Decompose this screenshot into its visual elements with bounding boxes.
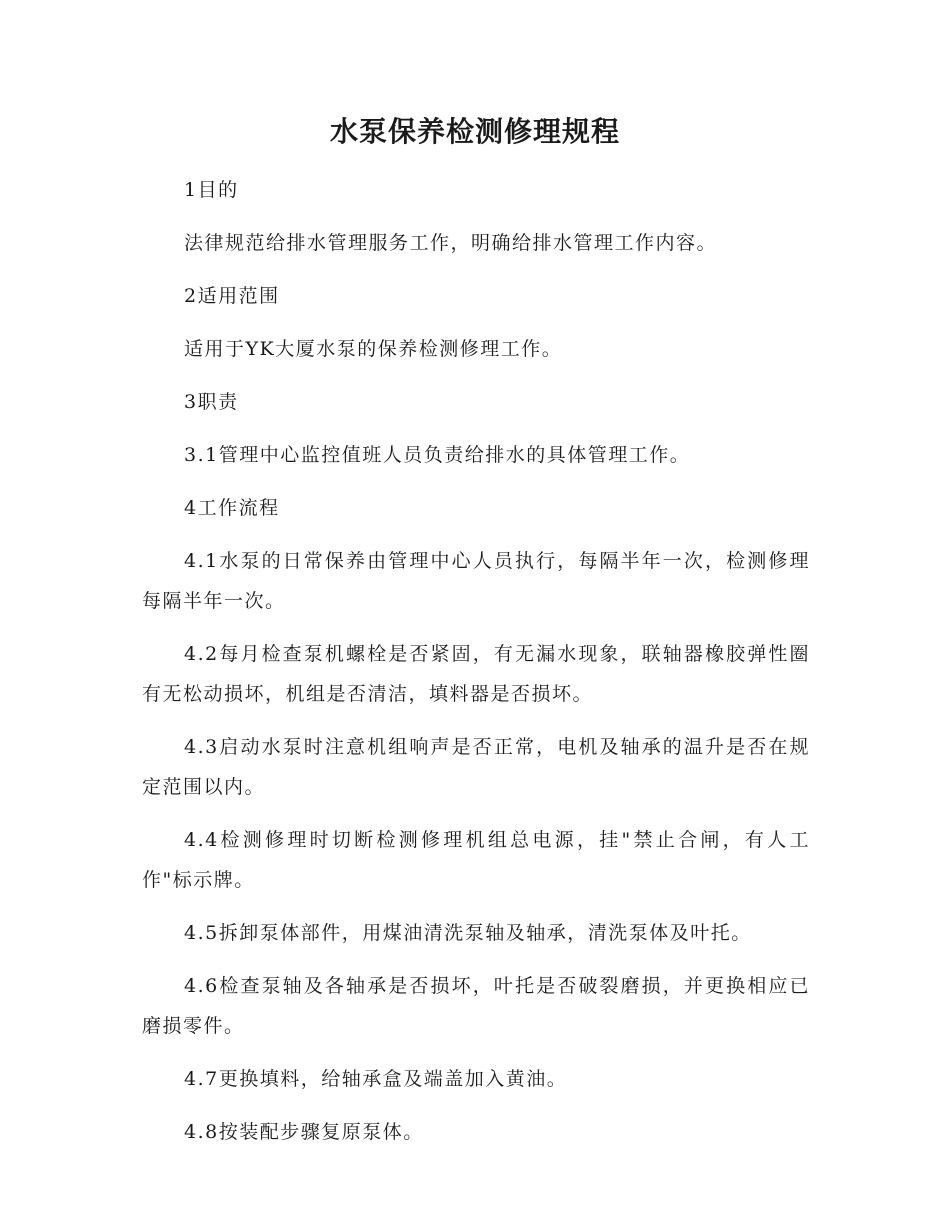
paragraph-4-5: 4.5拆卸泵体部件，用煤油清洗泵轴及轴承，清洗泵体及叶托。 bbox=[184, 922, 752, 944]
paragraph-4-3: 4.3启动水泵时注意机组响声是否正常，电机及轴承的温升是否在规定范围以内。 bbox=[142, 736, 810, 798]
paragraph-4-2: 4.2每月检查泵机螺栓是否紧固，有无漏水现象，联轴器橡胶弹性圈有无松动损坏，机组是否清洁，填料器是否损坏。 bbox=[142, 643, 810, 705]
heading-responsibility: 3职责 bbox=[184, 391, 239, 413]
paragraph-4-7: 4.7更换填料，给轴承盒及端盖加入黄油。 bbox=[184, 1068, 568, 1090]
paragraph-purpose: 法律规范给排水管理服务工作，明确给排水管理工作内容。 bbox=[184, 232, 718, 254]
paragraph-4-1: 4.1水泵的日常保养由管理中心人员执行，每隔半年一次，检测修理每隔半年一次。 bbox=[142, 550, 810, 612]
heading-workflow: 4工作流程 bbox=[184, 497, 280, 519]
paragraph-4-6: 4.6检查泵轴及各轴承是否损坏，叶托是否破裂磨损，并更换相应已磨损零件。 bbox=[142, 975, 810, 1037]
heading-scope: 2适用范围 bbox=[184, 285, 280, 307]
paragraph-scope: 适用于YK大厦水泵的保养检测修理工作。 bbox=[184, 338, 563, 360]
paragraph-3-1: 3.1管理中心监控值班人员负责给排水的具体管理工作。 bbox=[184, 444, 691, 466]
paragraph-4-4: 4.4检测修理时切断检测修理机组总电源，挂"禁止合闸，有人工作"标示牌。 bbox=[142, 829, 810, 891]
document-body bbox=[142, 170, 810, 1165]
document-title: 水泵保养检测修理规程 bbox=[329, 115, 620, 148]
paragraph-4-8: 4.8按装配步骤复原泵体。 bbox=[184, 1121, 424, 1143]
heading-purpose: 1目的 bbox=[184, 179, 239, 201]
